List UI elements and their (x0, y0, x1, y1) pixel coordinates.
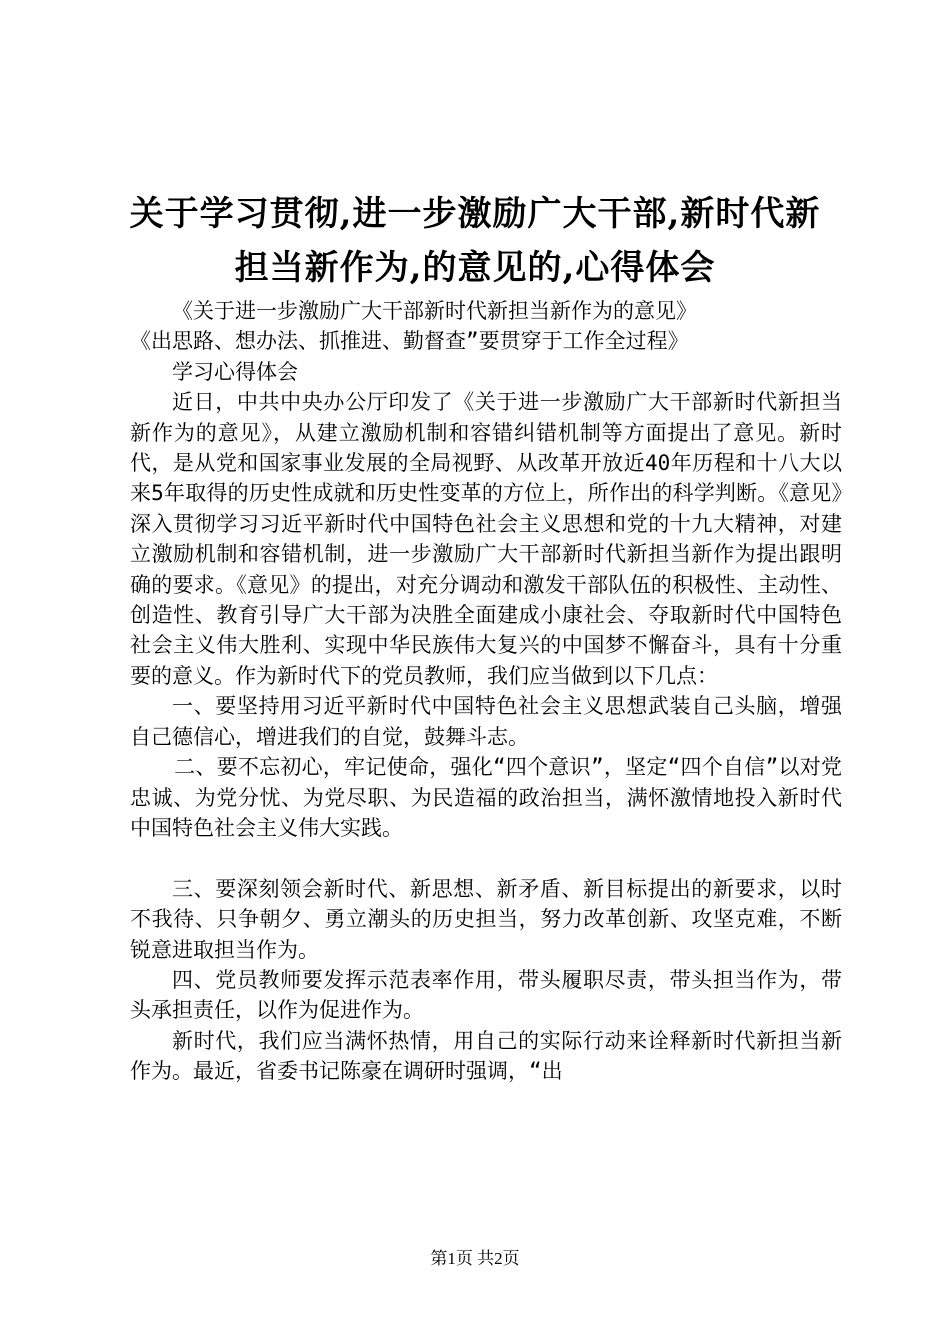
body-paragraph: 一、要坚持用习近平新时代中国特色社会主义思想武装自己头脑，增强自己德信心，增进我们的自觉，鼓舞斗志。 (130, 694, 842, 749)
body-paragraph: 新时代，我们应当满怀热情，用自己的实际行动来诠释新时代新担当新作为。最近，省委书记陈豪在调研时强调，“出 (130, 1028, 842, 1084)
page-footer: 第1页 共2页 (430, 1249, 520, 1268)
document-title-line-2: 担当新作为,的意见的,心得体会 (234, 248, 716, 288)
body-paragraph: 四、党员教师要发挥示范表率作用，带头履职尽责，带头担当作为，带头承担责任，以作为促进作为。 (130, 967, 842, 1023)
body-paragraph: 近日，中共中央办公厅印发了《关于进一步激励广大干部新时代新担当新作为的意见》，从建立激励机制和容错纠错机制等方面提出了意见。新时代，是从党和国家事业发展的全局视野、从改革开放近40年历程和十八大以来5年取得的历史性成就和历史性变革的方位上，所作出的科学判断。《意见》深入贯彻学习习近平新时代中国特色社会主义思想和党的十九大精神，对建立激励机制和容错机制，进一步激励广大干部新时代新担当新作为提出跟明确的要求。《意见》的提出，对充分调动和激发干部队伍的积极性、主动性、创造性、教育引导广大干部为决胜全面建成小康社会、夺取新时代中国特色社会主义伟大胜利、实现中华民族伟大复兴的中国梦不懈奋斗，具有十分重要的意义。作为新时代下的党员教师，我们应当做到以下几点： (130, 390, 842, 688)
document-body (130, 296, 842, 1087)
body-paragraph: 三、要深刻领会新时代、新思想、新矛盾、新目标提出的新要求，以时不我待、只争朝夕、勇立潮头的历史担当，努力改革创新、攻坚克难，不断锐意进取担当作为。 (130, 876, 842, 962)
subtitle-paragraph: 《关于进一步激励广大干部新时代新担当新作为的意见》 (172, 299, 697, 323)
body-paragraph: 二、要不忘初心，牢记使命，强化“四个意识”，坚定“四个自信”以对党忠诚、为党分忧、为党尽职、为民造福的政治担当，满怀激情地投入新时代中国特色社会主义伟大实践。 (130, 755, 842, 840)
document-title-line-1: 关于学习贯彻,进一步激励广大干部,新时代新 (129, 194, 821, 234)
blank-line (130, 843, 842, 873)
subtitle-paragraph: 《出思路、想办法、抓推进、勤督查”要贯穿于工作全过程》 (130, 329, 689, 354)
subtitle-paragraph: 学习心得体会 (172, 359, 298, 384)
